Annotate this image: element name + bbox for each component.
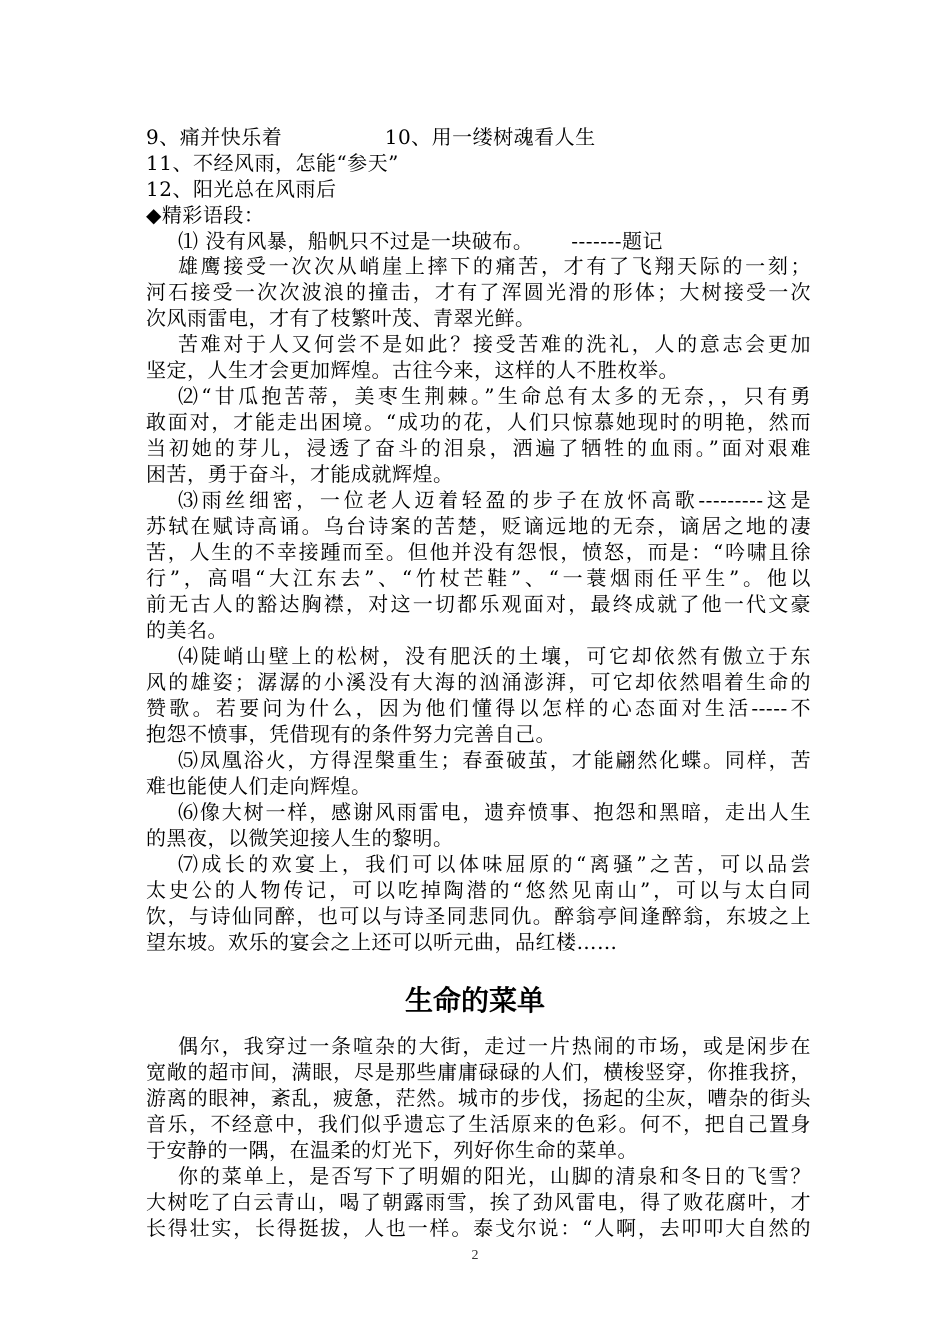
paragraph-line: 敢面对，才能走出困境。“成功的花，人们只惊慕她现时的明艳，然而 [146, 410, 811, 434]
essay-line: 宽敞的超市间，满眼，尽是那些庸庸碌碌的人们，横梭竖穿，你推我挤， [146, 1060, 811, 1084]
essay-line: 游离的眼神，紊乱，疲惫，茫然。城市的步伐，扬起的尘灰，嘈杂的街头 [146, 1086, 811, 1110]
paragraph-line: ⑹像大树一样，感谢风雨雷电，遗弃愤事、抱怨和黑暗，走出人生 [178, 800, 811, 824]
paragraph-line: 的黑夜，以微笑迎接人生的黎明。 [146, 826, 454, 850]
essay-line: 你的菜单上，是否写下了明媚的阳光，山脚的清泉和冬日的飞雪？ [178, 1164, 811, 1188]
essay-line: 长得壮实，长得挺拔，人也一样。泰戈尔说：“人啊，去叩叩大自然的 [146, 1216, 811, 1240]
paragraph-line: ⑴ 没有风暴，船帆只不过是一块破布。 -------题记 [178, 229, 664, 253]
section-heading: ◆精彩语段： [146, 203, 265, 227]
essay-title: 生命的菜单 [404, 984, 545, 1017]
paragraph-line: 望东坡。欢乐的宴会之上还可以听元曲，品红楼…… [146, 930, 618, 954]
paragraph-line: 难也能使人们走向辉煌。 [146, 774, 372, 798]
paragraph-line: 饮，与诗仙同醉，也可以与诗圣同悲同仇。醉翁亭间逢醉翁，东坡之上 [146, 904, 811, 928]
paragraph-line: 河石接受一次次波浪的撞击，才有了浑圆光滑的形体；大树接受一次 [146, 280, 811, 304]
page-number: 2 [471, 1248, 479, 1263]
paragraph-line: 风的雄姿；潺潺的小溪没有大海的汹涌澎湃，可它却依然唱着生命的 [146, 670, 811, 694]
paragraph-line: 苏轼在赋诗高诵。乌台诗案的苦楚，贬谪远地的无奈，谪居之地的凄 [146, 514, 811, 538]
paragraph-line: 苦难对于人又何尝不是如此？接受苦难的洗礼，人的意志会更加 [178, 332, 811, 356]
paragraph-line: 苦，人生的不幸接踵而至。但他并没有怨恨，愤怒，而是：“吟啸且徐 [146, 540, 811, 564]
essay-line: 大树吃了白云青山，喝了朝露雨雪，挨了劲风雷电，得了败花腐叶，才 [146, 1190, 811, 1214]
paragraph-line: ⑸凤凰浴火，方得涅槃重生；春蚕破茧，才能翩然化蝶。同样，苦 [178, 748, 811, 772]
essay-line: 音乐，不经意中，我们似乎遗忘了生活原来的色彩。何不，把自己置身 [146, 1112, 811, 1136]
paragraph-line: 当初她的芽儿，浸透了奋斗的泪泉，洒遍了牺牲的血雨。”面对艰难 [146, 436, 811, 460]
paragraph-line: 行”，高唱“大江东去”、“竹杖芒鞋”、“一蓑烟雨任平生”。他以 [146, 566, 811, 590]
paragraph-line: 困苦，勇于奋斗，才能成就辉煌。 [146, 462, 454, 486]
paragraph-line: ⑺成长的欢宴上，我们可以体味屈原的“离骚”之苦，可以品尝 [178, 852, 811, 876]
paragraph-line: 坚定，人生才会更加辉煌。古往今来，这样的人不胜枚举。 [146, 358, 679, 382]
topic-line: 9、痛并快乐着 10、用一缕树魂看人生 [146, 125, 596, 149]
paragraph-line: 赞歌。若要问为什么，因为他们懂得以怎样的心态面对生活-----不 [146, 696, 811, 720]
essay-line: 偶尔，我穿过一条喧杂的大街，走过一片热闹的市场，或是闲步在 [178, 1034, 811, 1058]
paragraph-line: 太史公的人物传记，可以吃掉陶潜的“悠然见南山”，可以与太白同 [146, 878, 811, 902]
paragraph-line: 雄鹰接受一次次从峭崖上摔下的痛苦，才有了飞翔天际的一刻； [178, 254, 811, 278]
paragraph-line: 抱怨不愤事，凭借现有的条件努力完善自己。 [146, 722, 556, 746]
paragraph-line: ⑷陡峭山壁上的松树，没有肥沃的土壤，可它却依然有傲立于东 [178, 644, 811, 668]
paragraph-line: 前无古人的豁达胸襟，对这一切都乐观面对，最终成就了他一代文豪 [146, 592, 811, 616]
paragraph-line: ⑵“甘瓜抱苦蒂，美枣生荆棘。”生命总有太多的无奈，，只有勇 [178, 384, 811, 408]
topic-line: 12、阳光总在风雨后 [146, 177, 337, 201]
paragraph-line: 的美名。 [146, 618, 228, 642]
essay-line: 于安静的一隅，在温柔的灯光下，列好你生命的菜单。 [146, 1138, 638, 1162]
paragraph-line: 次风雨雷电，才有了枝繁叶茂、青翠光鲜。 [146, 306, 536, 330]
paragraph-line: ⑶雨丝细密，一位老人迈着轻盈的步子在放怀高歌---------这是 [178, 488, 811, 512]
topic-line: 11、不经风雨，怎能“参天” [146, 151, 399, 175]
